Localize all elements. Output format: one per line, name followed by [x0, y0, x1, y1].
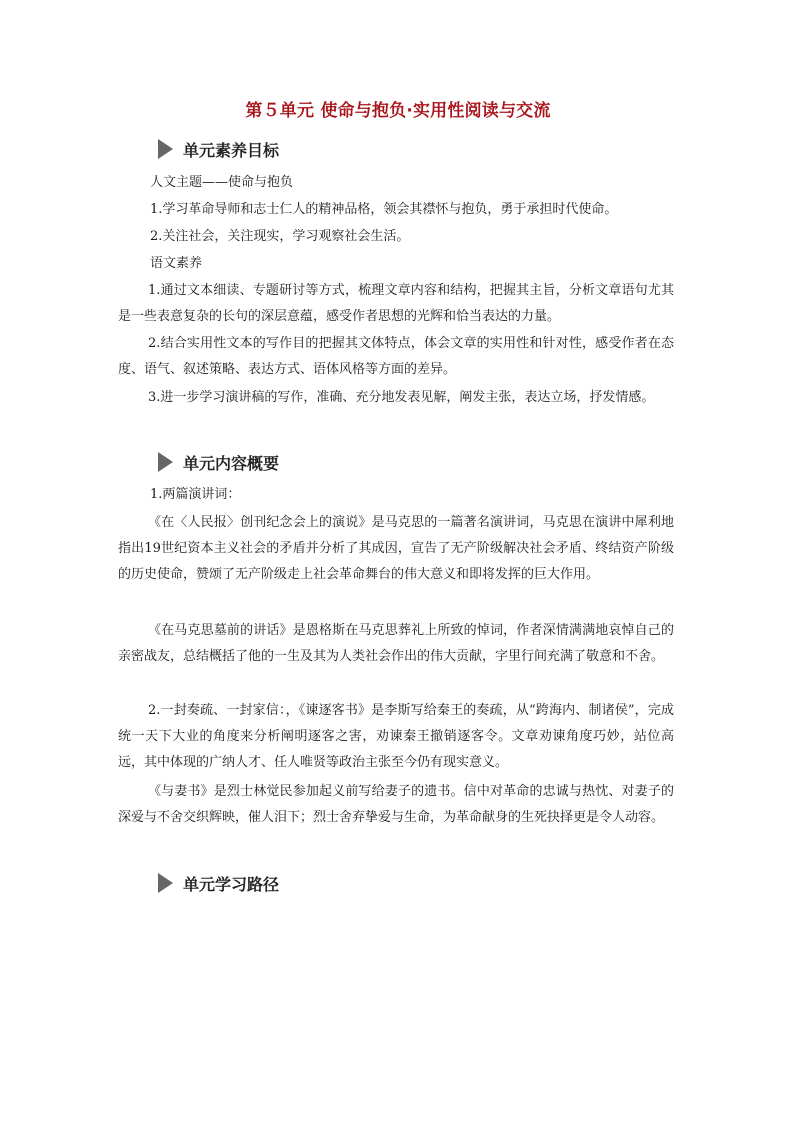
language-item: 2.结合实用性文本的写作目的把握其文体特点，体会文章的实用性和针对性，感受作者在态度、语气、叙述策略、表达方式、语体风格等方面的差异。 — [118, 336, 674, 377]
language-item: 3.进一步学习演讲稿的写作，准确、充分地发表见解，阐发主张，表达立场，抒发情感。 — [148, 390, 655, 405]
section-heading-label: 单元学习路径 — [183, 874, 280, 894]
section-heading-label: 单元内容概要 — [183, 453, 280, 473]
language-item: 1.通过文本细读、专题研讨等方式，梳理文章内容和结构，把握其主旨，分析文章语句尤其是一些表意复杂的长句的深层意蕴，感受作者思想的光辉和恰当表达的力量。 — [118, 283, 674, 324]
humanities-item: 2.关注社会，关注现实，学习观察社会生活。 — [150, 229, 410, 244]
section-heading-goals — [158, 138, 279, 160]
section-heading-path — [158, 872, 279, 894]
section-heading-label: 单元素养目标 — [183, 140, 280, 160]
language-label: 语文素养 — [150, 256, 203, 271]
humanities-label: 人文主题——使命与抱负 — [150, 175, 294, 190]
triangle-bullet-icon — [158, 873, 173, 893]
page-title: 第５单元 使命与抱负·实用性阅读与交流 — [245, 101, 551, 121]
humanities-item: 1.学习革命导师和志士仁人的精神品格，领会其襟怀与抱负，勇于承担时代使命。 — [150, 202, 618, 217]
triangle-bullet-icon — [158, 139, 173, 159]
summary-paragraph: 《与妻书》是烈士林觉民参加起义前写给妻子的遗书。信中对革命的忠诚与热忱、对妻子的深爱与不舍交织辉映，催人泪下；烈士舍弃挚爱与生命，为革命献身的生死抉择更是令人动容。 — [118, 784, 674, 825]
speeches-label: 1.两篇演讲词： — [150, 487, 241, 502]
summary-paragraph: 《在〈人民报〉创刊纪念会上的演说》是马克思的一篇著名演讲词，马克思在演讲中犀利地指出19世纪资本主义社会的矛盾并分析了其成因，宣告了无产阶级解决社会矛盾、终结资产阶级的历史使命，赞颂了无产阶级走上社会革命舞台的伟大意义和即将发挥的巨大作用。 — [118, 515, 674, 582]
section-heading-summary — [158, 451, 279, 473]
summary-paragraph: 2.一封奏疏、一封家信：，《谏逐客书》是李斯写给秦王的奏疏，从“跨海内、制诸侯”，完成统一天下大业的角度来分析阐明逐客之害，劝谏秦王撤销逐客令。文章劝谏角度巧妙，站位高远，其中体现的广纳人才、任人唯贤等政治主张至今仍有现实意义。 — [118, 703, 674, 770]
summary-paragraph: 《在马克思墓前的讲话》是恩格斯在马克思葬礼上所致的悼词，作者深情满满地哀悼自己的亲密战友，总结概括了他的一生及其为人类社会作出的伟大贡献，字里行间充满了敬意和不舍。 — [118, 623, 674, 664]
triangle-bullet-icon — [158, 452, 173, 472]
